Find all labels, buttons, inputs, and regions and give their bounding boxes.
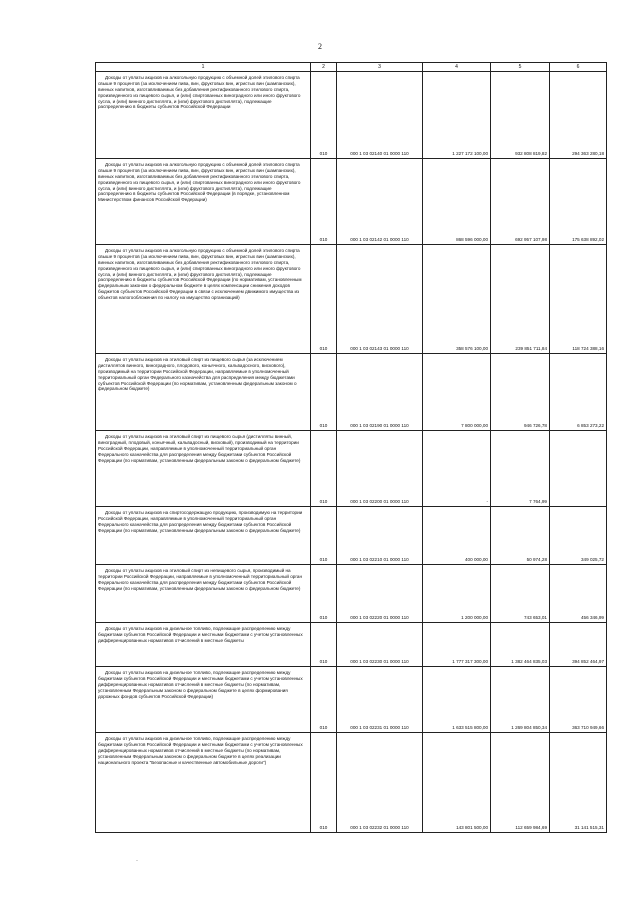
approved-amount: 358 576 100,00 <box>423 245 491 354</box>
description-text: Доходы от уплаты акцизов на спиртосодержащую продукцию, производимую на территории Российской Федерации, направляемые в уполномоченный территориальный орган Федерального казначейства для распределения между бюджетами субъектов Российской Федерации (по нормативам, установленным федеральным законом о федеральном бюджете) <box>98 510 303 533</box>
income-description <box>96 507 311 565</box>
budget-classification-code: 000 1 03 02143 01 0000 110 <box>337 245 423 354</box>
table-row <box>96 733 607 833</box>
unexecuted-amount: 118 724 388,16 <box>550 245 607 354</box>
income-description <box>96 565 311 623</box>
line-code: 010 <box>311 733 337 833</box>
line-code: 010 <box>311 159 337 245</box>
table-row <box>96 354 607 431</box>
column-number-row <box>96 63 607 72</box>
unexecuted-amount: 349 025,72 <box>550 507 607 565</box>
budget-classification-code: 000 1 03 02220 01 0000 110 <box>337 565 423 623</box>
line-code: 010 <box>311 354 337 431</box>
budget-classification-code: 000 1 03 02200 01 0000 110 <box>337 431 423 507</box>
executed-amount: 7 764,99 <box>491 431 550 507</box>
income-description <box>96 245 311 354</box>
budget-classification-code: 000 1 03 02210 01 0000 110 <box>337 507 423 565</box>
income-description <box>96 72 311 159</box>
unexecuted-amount: 31 141 515,31 <box>550 733 607 833</box>
approved-amount: 7 800 000,00 <box>423 354 491 431</box>
approved-amount: 868 596 000,00 <box>423 159 491 245</box>
column-header: 2 <box>311 63 337 72</box>
approved-amount: 1 633 515 800,00 <box>423 667 491 733</box>
unexecuted-amount: 6 853 273,22 <box>550 354 607 431</box>
column-header: 6 <box>550 63 607 72</box>
income-description <box>96 431 311 507</box>
budget-classification-code: 000 1 03 02230 01 0000 110 <box>337 623 423 667</box>
unexecuted-amount: 394 852 464,97 <box>550 623 607 667</box>
table-row <box>96 565 607 623</box>
table-row <box>96 667 607 733</box>
line-code: 010 <box>311 431 337 507</box>
unexecuted-amount: 175 638 892,02 <box>550 159 607 245</box>
column-header: 4 <box>423 63 491 72</box>
approved-amount: - <box>423 431 491 507</box>
column-header: 1 <box>96 63 311 72</box>
table-row <box>96 431 607 507</box>
description-text: Доходы от уплаты акцизов на этиловый спирт из пищевого сырья (за исключением дистиллятов винного, виноградного, плодового, коньячного, кальвадосного, вискового), производимый на территории Российской Федерации, направляемые в уполномоченный территориальный орган Федерального казначейства для распределения между бюджетами субъектов Российской Федерации (по нормативам, установленным федеральным законом о федеральном бюджете) <box>98 357 297 392</box>
line-code: 010 <box>311 507 337 565</box>
executed-amount: 1 382 464 835,03 <box>491 623 550 667</box>
description-text: Доходы от уплаты акцизов на алкогольную продукцию с объемной долей этилового спирта свыше 9 процентов (за исключением пива, вин, фруктовых вин, игристых вин (шампанских), винных напитков, изготавливаемых без добавления ректификованного этилового спирта, произведенного из пищевого сырья, и (или) спиртованных виноградного или иного фруктового сусла, и (или) винного дистиллята, и (или) фруктового дистиллята), подлежащие распределению в бюджеты субъектов Российской Федерации (в порядке, установленном Министерством финансов Российской Федерации) <box>98 162 301 203</box>
line-code: 010 <box>311 245 337 354</box>
footer-dot: · <box>136 858 138 864</box>
income-description <box>96 623 311 667</box>
executed-amount: 692 957 107,98 <box>491 159 550 245</box>
line-code: 010 <box>311 565 337 623</box>
table-row <box>96 159 607 245</box>
table-row <box>96 245 607 354</box>
column-header: 3 <box>337 63 423 72</box>
line-code: 010 <box>311 72 337 159</box>
description-text: Доходы от уплаты акцизов на алкогольную продукцию с объемной долей этилового спирта свыше 9 процентов (за исключением пива, вин, фруктовых вин, игристых вин (шампанских), винных напитков, изготавливаемых без добавления ректификованного этилового спирта, произведенного из пищевого сырья, и (или) спиртованных виноградного или иного фруктового сусла, и (или) винного дистиллята, и (или) фруктового дистиллята), подлежащие распределению в бюджеты субъектов Российской Федерации <box>98 75 301 110</box>
table-row <box>96 623 607 667</box>
income-description <box>96 159 311 245</box>
executed-amount: 946 726,78 <box>491 354 550 431</box>
income-description <box>96 667 311 733</box>
income-description <box>96 733 311 833</box>
description-text: Доходы от уплаты акцизов на дизельное топливо, подлежащие распределению между бюджетами субъектов Российской Федерации и местными бюджетами с учетом установленных дифференцированных нормативов отчислений в местные бюджеты (по нормативам, установленным Федеральным законом о федеральном бюджете в целях реализации национального проекта "Безопасные и качественные автомобильные дороги") <box>98 736 303 765</box>
description-text: Доходы от уплаты акцизов на этиловый спирт из пищевого сырья (дистилляты винный, виноградный, плодовый, коньячный, кальвадосный, висковый), производимый на территории Российской Федерации, направляемые в уполномоченный территориальный орган Федерального казначейства для распределения между бюджетами субъектов Российской Федерации (по нормативам, установленным федеральным законом о федеральном бюджете) <box>98 434 301 463</box>
approved-amount: 400 000,00 <box>423 507 491 565</box>
unexecuted-amount: 363 710 949,66 <box>550 667 607 733</box>
budget-classification-code: 000 1 03 02190 01 0000 110 <box>337 354 423 431</box>
column-header: 5 <box>491 63 550 72</box>
budget-income-table <box>95 62 607 833</box>
table-row <box>96 72 607 159</box>
description-text: Доходы от уплаты акцизов на дизельное топливо, подлежащие распределению между бюджетами субъектов Российской Федерации и местными бюджетами с учетом установленных дифференцированных нормативов отчислений в местные бюджеты (по нормативам, установленным Федеральным законом о федеральном бюджете в целях формирования дорожных фондов субъектов Российской Федерации) <box>98 670 303 699</box>
line-code: 010 <box>311 667 337 733</box>
approved-amount: 1 200 000,00 <box>423 565 491 623</box>
executed-amount: 1 269 804 850,34 <box>491 667 550 733</box>
budget-classification-code: 000 1 03 02142 01 0000 110 <box>337 159 423 245</box>
budget-classification-code: 000 1 03 02140 01 0000 110 <box>337 72 423 159</box>
executed-amount: 239 851 711,84 <box>491 245 550 354</box>
budget-classification-code: 000 1 03 02231 01 0000 110 <box>337 667 423 733</box>
page-number: 2 <box>318 42 322 51</box>
description-text: Доходы от уплаты акцизов на этиловый спирт из непищевого сырья, производимый на территории Российской Федерации, направляемые в уполномоченный территориальный орган Федерального казначейства для распределения между бюджетами субъектов Российской Федерации (по нормативам, установленным федеральным законом о федеральном бюджете) <box>98 568 302 591</box>
executed-amount: 112 659 984,69 <box>491 733 550 833</box>
description-text: Доходы от уплаты акцизов на дизельное топливо, подлежащие распределению между бюджетами субъектов Российской Федерации и местными бюджетами с учетом установленных дифференцированных нормативов отчислений в местные бюджеты <box>98 626 303 643</box>
table-row <box>96 507 607 565</box>
executed-amount: 50 974,28 <box>491 507 550 565</box>
unexecuted-amount: 456 346,99 <box>550 565 607 623</box>
budget-classification-code: 000 1 03 02232 01 0000 110 <box>337 733 423 833</box>
approved-amount: 1 777 317 300,00 <box>423 623 491 667</box>
approved-amount: 143 801 500,00 <box>423 733 491 833</box>
description-text: Доходы от уплаты акцизов на алкогольную продукцию с объемной долей этилового спирта свыше 9 процентов (за исключением пива, вин, фруктовых вин, игристых вин (шампанских), винных напитков, изготавливаемых без добавления ректификованного этилового спирта, произведенного из пищевого сырья, и (или) спиртованных виноградного или иного фруктового сусла, и (или) винного дистиллята, и (или) фруктового дистиллята), подлежащие распределению в бюджеты субъектов Российской Федерации (по нормативам, установленным федеральным законом о федеральном бюджете в целях компенсации снижения доходов бюджетов субъектов Российской Федерации в связи с исключением движимого имущества из объектов налогообложения по налогу на имущество организаций) <box>98 248 302 300</box>
unexecuted-amount <box>550 431 607 507</box>
approved-amount: 1 227 172 100,00 <box>423 72 491 159</box>
line-code: 010 <box>311 623 337 667</box>
income-description <box>96 354 311 431</box>
unexecuted-amount: 294 363 280,18 <box>550 72 607 159</box>
executed-amount: 932 808 819,82 <box>491 72 550 159</box>
executed-amount: 743 653,01 <box>491 565 550 623</box>
